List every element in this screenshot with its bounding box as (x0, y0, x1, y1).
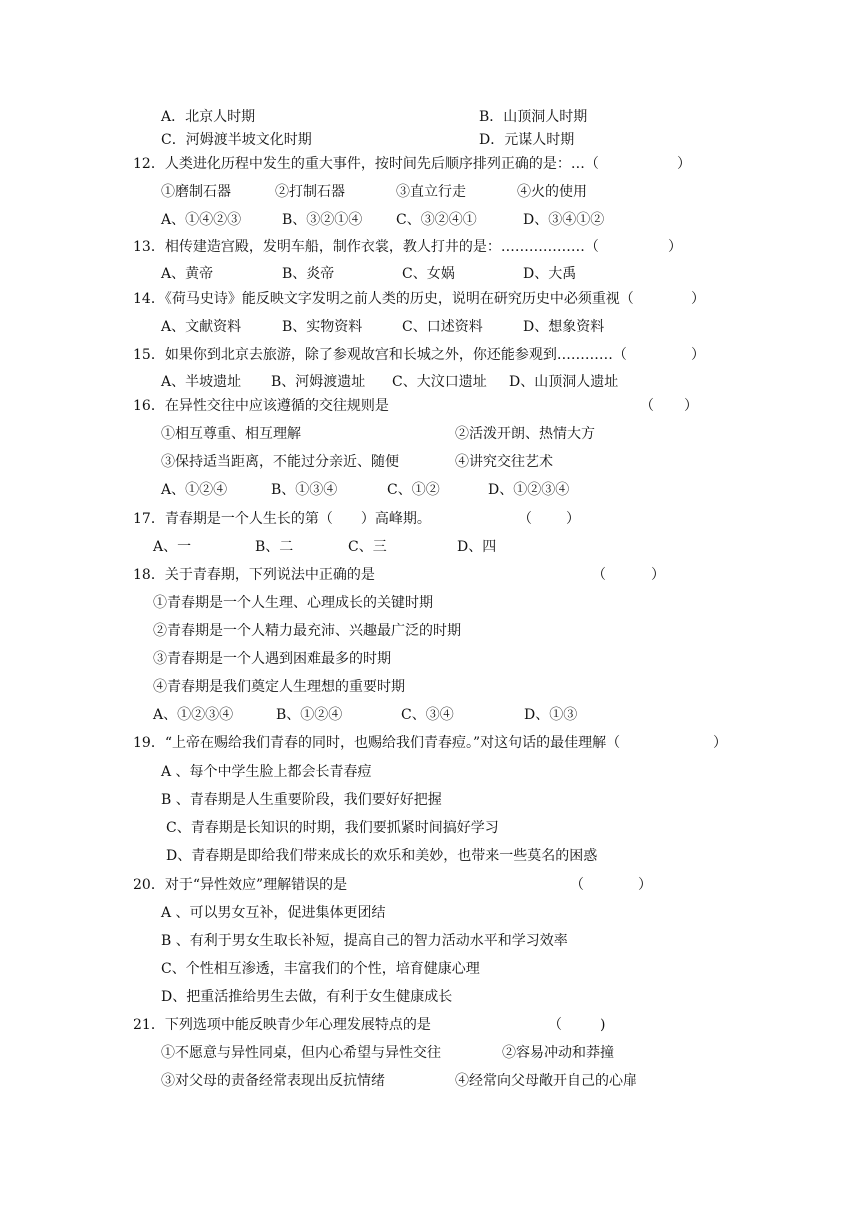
q13-option-d: D、大禹 (523, 266, 577, 282)
q11-option-d: D．元谋人时期 (479, 132, 575, 148)
q14-option-a: A、文献资料 (161, 319, 242, 335)
q18-paren-close: ） (651, 567, 665, 583)
q19-stem: 19．“上帝在赐给我们青春的同时，也赐给我们青春痘。”对这句话的最佳理解（ (133, 735, 621, 751)
q18-option-a: A、①②③④ (153, 707, 234, 723)
q18-item-4: ④青春期是我们奠定人生理想的重要时期 (153, 679, 405, 695)
q16-item-2: ②活泼开朗、热情大方 (455, 426, 595, 442)
q21-paren-close: ) (600, 1017, 606, 1033)
q13-option-c: C、女娲 (402, 266, 455, 282)
q15-option-b: B、河姆渡遗址 (271, 374, 366, 390)
q16-option-c: C、①② (387, 482, 440, 498)
q19-option-a: A 、每个中学生脸上都会长青春痘 (161, 764, 372, 780)
q16-paren-close: ） (684, 398, 698, 414)
q15-stem: 15．如果你到北京去旅游，除了参观故宫和长城之外，你还能参观到…………（ (133, 347, 627, 363)
q16-paren-open: （ (640, 398, 654, 414)
q12-stem: 12．人类进化历程中发生的重大事件，按时间先后顺序排列正确的是：…（ (133, 156, 599, 172)
q17-paren-open: （ (518, 511, 532, 527)
q18-option-c: C、③④ (401, 707, 454, 723)
q20-option-c: C、个性相互渗透，丰富我们的个性，培育健康心理 (161, 961, 480, 977)
q12-item-3: ③直立行走 (396, 184, 466, 200)
q17-paren-close: ） (566, 511, 580, 527)
q14-option-d: D、想象资料 (523, 319, 605, 335)
q20-option-b: B 、有利于男女生取长补短，提高自己的智力活动水平和学习效率 (161, 933, 568, 949)
q20-stem: 20．对于“异性效应”理解错误的是 (133, 877, 348, 893)
q17-option-b: B、二 (255, 539, 294, 555)
q21-stem: 21．下列选项中能反映青少年心理发展特点的是 (133, 1017, 431, 1033)
q21-paren-open: （ (548, 1017, 562, 1033)
q16-item-1: ①相互尊重、相互理解 (161, 426, 301, 442)
q19-option-b: B 、青春期是人生重要阶段，我们要好好把握 (161, 792, 442, 808)
q16-option-b: B、①③④ (271, 482, 338, 498)
q14-stem: 14．《荷马史诗》能反映文字发明之前人类的历史，说明在研究历史中必须重视（ (133, 291, 634, 307)
q13-stem: 13．相传建造宫殿，发明车船，制作衣裳，教人打井的是：………………（ (133, 239, 599, 255)
q14-option-c: C、口述资料 (402, 319, 483, 335)
q16-stem: 16．在异性交往中应该遵循的交往规则是 (133, 398, 389, 414)
q21-item-2: ②容易冲动和莽撞 (502, 1045, 614, 1061)
q12-option-c: C、③②④① (396, 212, 477, 228)
q17-option-c: C、三 (348, 539, 387, 555)
q12-item-4: ④火的使用 (517, 184, 587, 200)
q18-paren-open: （ (592, 567, 606, 583)
q19-option-d: D、青春期是即给我们带来成长的欢乐和美妙，也带来一些莫名的困惑 (166, 848, 598, 864)
q20-paren-open: （ (570, 877, 584, 893)
q13-paren-close: ） (668, 239, 682, 255)
q19-paren-close: ） (713, 735, 727, 751)
q14-option-b: B、实物资料 (282, 319, 363, 335)
q14-paren-close: ） (691, 291, 705, 307)
q18-option-b: B、①②④ (276, 707, 343, 723)
q21-item-1: ①不愿意与异性同桌，但内心希望与异性交往 (161, 1045, 441, 1061)
q17-option-a: A、一 (153, 539, 192, 555)
q11-option-c: C．河姆渡半坡文化时期 (161, 132, 312, 148)
q20-paren-close: ） (638, 877, 652, 893)
q16-item-3: ③保持适当距离，不能过分亲近、随便 (161, 454, 399, 470)
q12-paren-close: ） (677, 156, 691, 172)
q21-item-4: ④经常向父母敞开自己的心扉 (455, 1073, 637, 1089)
q11-option-b: B．山顶洞人时期 (479, 109, 588, 125)
q12-item-1: ①磨制石器 (161, 184, 231, 200)
q16-option-d: D、①②③④ (488, 482, 570, 498)
q18-item-1: ①青春期是一个人生理、心理成长的关键时期 (153, 595, 433, 611)
q15-option-c: C、大汶口遗址 (392, 374, 487, 390)
q16-option-a: A、①②④ (161, 482, 228, 498)
q18-item-2: ②青春期是一个人精力最充沛、兴趣最广泛的时期 (153, 623, 461, 639)
q13-option-a: A、黄帝 (161, 266, 214, 282)
q20-option-d: D、把重活推给男生去做，有利于女生健康成长 (161, 989, 453, 1005)
q13-option-b: B、炎帝 (282, 266, 335, 282)
q12-option-d: D、③④①② (523, 212, 605, 228)
q16-item-4: ④讲究交往艺术 (455, 454, 553, 470)
q15-option-a: A、半坡遗址 (161, 374, 242, 390)
q12-option-b: B、③②①④ (282, 212, 363, 228)
q18-item-3: ③青春期是一个人遇到困难最多的时期 (153, 651, 391, 667)
q11-option-a: A．北京人时期 (161, 109, 256, 125)
q21-item-3: ③对父母的责备经常表现出反抗情绪 (161, 1073, 385, 1089)
q18-option-d: D、①③ (524, 707, 578, 723)
q12-item-2: ②打制石器 (275, 184, 345, 200)
q15-paren-close: ） (691, 347, 705, 363)
q20-option-a: A 、可以男女互补，促进集体更团结 (161, 905, 386, 921)
q15-option-d: D、山顶洞人遗址 (509, 374, 619, 390)
q18-stem: 18．关于青春期，下列说法中正确的是 (133, 567, 375, 583)
q12-option-a: A、①④②③ (161, 212, 242, 228)
q19-option-c: C、青春期是长知识的时期，我们要抓紧时间搞好学习 (166, 820, 499, 836)
q17-stem: 17．青春期是一个人生长的第（ ）高峰期。 (133, 511, 431, 527)
q17-option-d: D、四 (457, 539, 497, 555)
